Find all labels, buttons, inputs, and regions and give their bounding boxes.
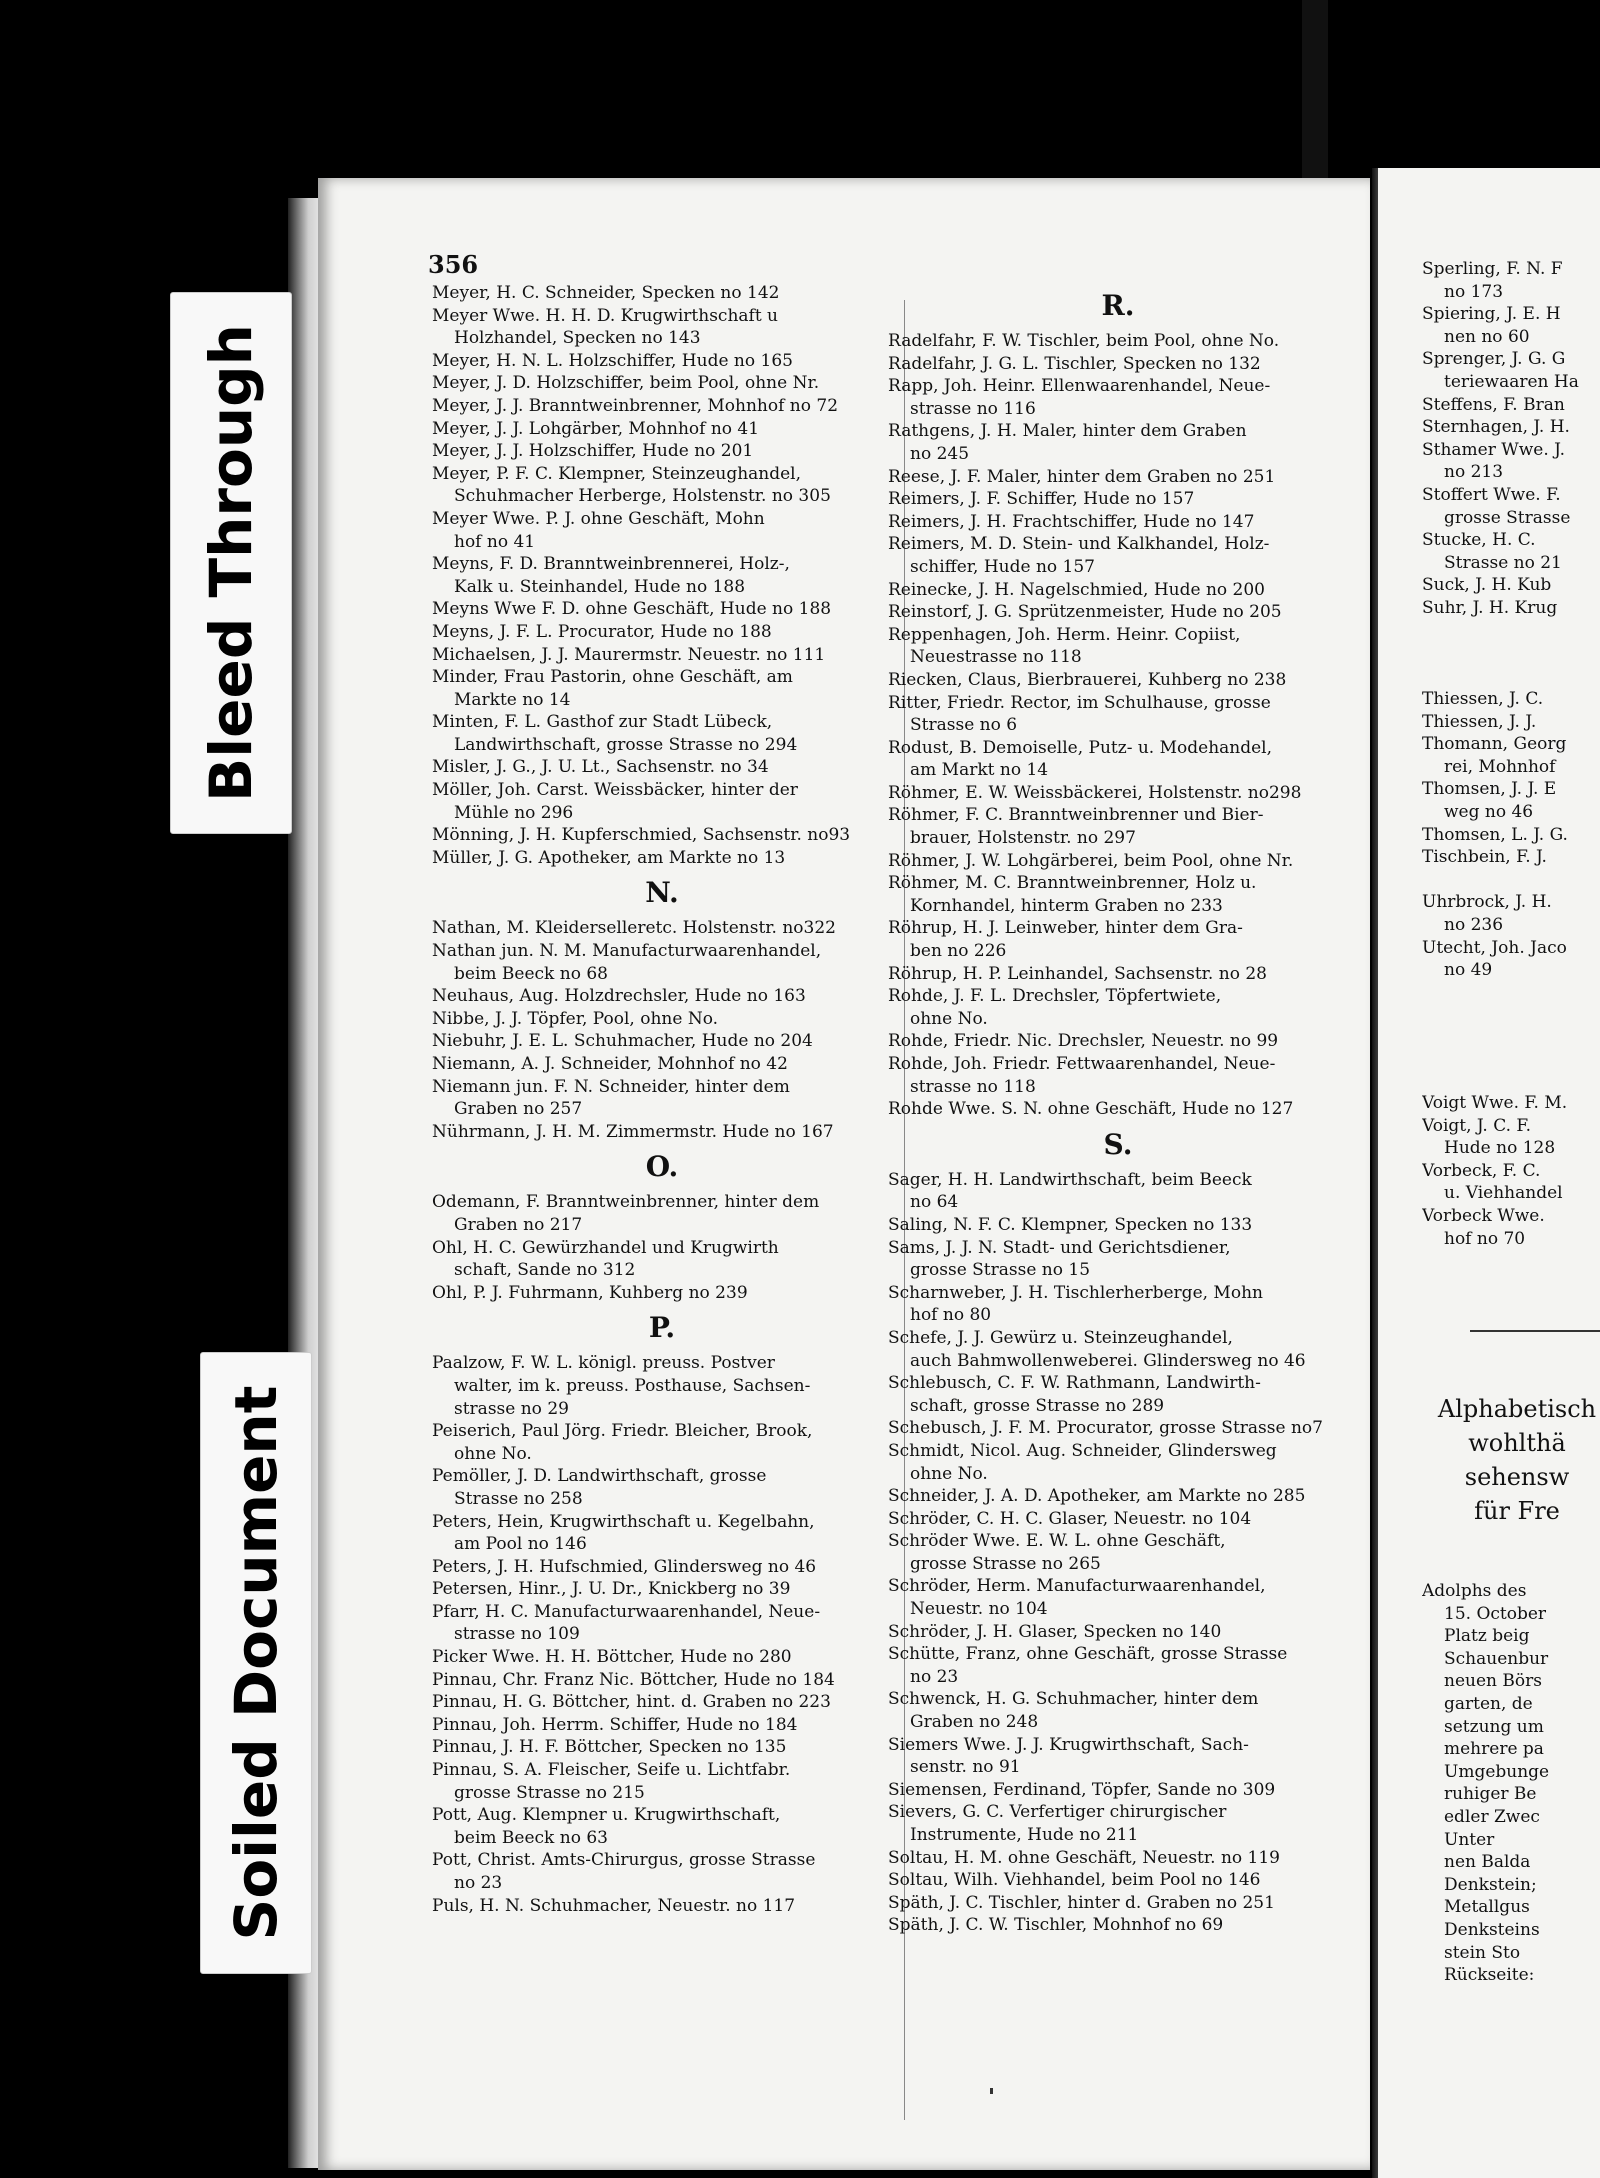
- directory-entry: nen no 60: [1444, 326, 1530, 347]
- directory-entry: Suck, J. H. Kub: [1422, 575, 1552, 596]
- directory-entry: Instrumente, Hude no 211: [910, 1825, 1139, 1845]
- directory-entry: setzung um: [1444, 1716, 1544, 1737]
- directory-entry: Röhrup, H. P. Leinhandel, Sachsenstr. no 28: [888, 963, 1267, 984]
- directory-entry: Strasse no 6: [910, 715, 1018, 736]
- directory-entry: Nibbe, J. J. Töpfer, Pool, ohne No.: [432, 1008, 719, 1029]
- right-heading: [1422, 1392, 1600, 1528]
- ink-mark: [990, 2088, 993, 2094]
- directory-entry: Soltau, Wilh. Viehhandel, beim Pool no 146: [888, 1870, 1261, 1891]
- section-heading-line: wohlthä: [1468, 1429, 1566, 1457]
- directory-entry: Röhmer, M. C. Branntweinbrenner, Holz u.: [888, 873, 1257, 894]
- section-rule: [1470, 1330, 1600, 1332]
- right-column-t-u: [1422, 688, 1600, 982]
- directory-entry: Vorbeck Wwe.: [1422, 1205, 1545, 1226]
- directory-entry: Rohde, Joh. Friedr. Fettwaarenhandel, Neue-: [888, 1054, 1276, 1074]
- directory-entry: ruhiger Be: [1444, 1784, 1537, 1805]
- directory-entry: Markte no 14: [454, 689, 571, 710]
- directory-entry: 15. October: [1444, 1603, 1547, 1624]
- directory-entry: walter, im k. preuss. Posthause, Sachsen-: [454, 1375, 811, 1396]
- directory-entry: Nathan, M. Kleiderselleretc. Holstenstr. no322: [432, 918, 836, 939]
- directory-entry: Schneider, J. A. D. Apotheker, am Markte no 285: [888, 1486, 1306, 1507]
- directory-entry: Meyer, H. C. Schneider, Specken no 142: [432, 283, 780, 303]
- directory-entry: Schebusch, J. F. M. Procurator, grosse Strasse no7: [888, 1418, 1323, 1439]
- directory-entry: grosse Strasse: [1444, 507, 1571, 528]
- directory-entry: Peters, Hein, Krugwirthschaft u. Kegelbahn,: [432, 1511, 815, 1532]
- directory-entry: Kornhandel, hinterm Graben no 233: [910, 895, 1223, 916]
- directory-entry: Schauenbur: [1444, 1648, 1549, 1669]
- directory-entry: Neuhaus, Aug. Holzdrechsler, Hude no 163: [432, 986, 806, 1007]
- directory-entry: neuen Börs: [1444, 1671, 1542, 1692]
- directory-entry: Denkstein;: [1444, 1874, 1537, 1895]
- directory-entry: schaft, grosse Strasse no 289: [910, 1395, 1165, 1416]
- directory-entry: Späth, J. C. Tischler, hinter d. Graben no 251: [888, 1892, 1275, 1913]
- directory-entry: ohne No.: [910, 1463, 988, 1484]
- directory-entry: auch Bahmwollenweberei. Glindersweg no 46: [910, 1350, 1306, 1371]
- directory-entry: Graben no 248: [910, 1712, 1039, 1733]
- directory-entry: Rohde Wwe. S. N. ohne Geschäft, Hude no 127: [888, 1099, 1294, 1120]
- directory-entry: Reimers, J. H. Frachtschiffer, Hude no 147: [888, 511, 1255, 532]
- directory-entry: Strasse no 21: [1444, 552, 1562, 573]
- directory-entry: Ritter, Friedr. Rector, im Schulhause, grosse: [888, 692, 1271, 713]
- directory-entry: Schröder, J. H. Glaser, Specken no 140: [888, 1621, 1222, 1642]
- directory-entry: hof no 80: [910, 1305, 992, 1326]
- directory-entry: ohne No.: [454, 1443, 532, 1464]
- directory-entry: no 23: [910, 1666, 959, 1687]
- directory-entry: Soltau, H. M. ohne Geschäft, Neuestr. no 119: [888, 1847, 1280, 1868]
- directory-entry: am Pool no 146: [454, 1534, 587, 1555]
- directory-entry: Meyer, P. F. C. Klempner, Steinzeughandel,: [432, 463, 802, 484]
- directory-entry: Rodust, B. Demoiselle, Putz- u. Modehandel,: [888, 737, 1273, 758]
- directory-entry: Schröder, C. H. C. Glaser, Neuestr. no 104: [888, 1508, 1252, 1529]
- section-heading-line: sehensw: [1464, 1463, 1570, 1491]
- directory-entry: Peiserich, Paul Jörg. Friedr. Bleicher, Brook,: [432, 1421, 813, 1442]
- directory-entry: Niemann, A. J. Schneider, Mohnhof no 42: [432, 1054, 788, 1074]
- directory-entry: Hude no 128: [1444, 1138, 1556, 1159]
- page-number: 356: [428, 250, 479, 279]
- directory-entry: Schuhmacher Herberge, Holstenstr. no 305: [454, 486, 831, 507]
- directory-entry: Michaelsen, J. J. Maurermstr. Neuestr. no 111: [432, 644, 826, 665]
- directory-entry: Minten, F. L. Gasthof zur Stadt Lübeck,: [432, 712, 773, 733]
- directory-entry: Niemann jun. F. N. Schneider, hinter dem: [432, 1076, 790, 1097]
- directory-entry: schiffer, Hude no 157: [910, 556, 1095, 577]
- section-letter: O.: [645, 1150, 679, 1184]
- directory-entry: Rohde, J. F. L. Drechsler, Töpfertwiete,: [888, 986, 1222, 1007]
- directory-entry: grosse Strasse no 15: [910, 1260, 1091, 1281]
- directory-entry: Voigt Wwe. F. M.: [1422, 1093, 1568, 1113]
- directory-entry: Pinnau, H. G. Böttcher, hint. d. Graben no 223: [432, 1692, 831, 1713]
- section-heading-line: für Fre: [1474, 1497, 1560, 1525]
- directory-entry: ben no 226: [910, 941, 1007, 962]
- right-column-text: [1422, 1580, 1600, 1987]
- section-letter: R.: [1101, 289, 1135, 322]
- directory-entry: senstr. no 91: [910, 1757, 1021, 1778]
- directory-entry: Graben no 257: [454, 1099, 583, 1120]
- middle-column: [888, 282, 1348, 1937]
- directory-entry: Steffens, F. Bran: [1422, 394, 1565, 415]
- directory-entry: no 173: [1444, 281, 1504, 302]
- section-heading-line: Alphabetisch: [1437, 1395, 1597, 1423]
- soiled-document-label-text: Soiled Document: [222, 1385, 290, 1941]
- directory-entry: Strasse no 258: [454, 1488, 583, 1509]
- directory-entry: Utecht, Joh. Jaco: [1422, 937, 1567, 958]
- directory-entry: Rückseite:: [1444, 1965, 1535, 1986]
- directory-entry: Reimers, J. F. Schiffer, Hude no 157: [888, 489, 1195, 510]
- directory-entry: Spiering, J. E. H: [1422, 304, 1561, 325]
- directory-entry: grosse Strasse no 215: [454, 1782, 645, 1803]
- directory-entry: Meyer, J. J. Holzschiffer, Hude no 201: [432, 441, 754, 462]
- directory-entry: Schlebusch, C. F. W. Rathmann, Landwirth-: [888, 1373, 1261, 1394]
- directory-entry: Minder, Frau Pastorin, ohne Geschäft, am: [432, 667, 793, 688]
- directory-entry: rei, Mohnhof: [1444, 756, 1556, 777]
- directory-entry: Pfarr, H. C. Manufacturwaarenhandel, Neue-: [432, 1601, 821, 1622]
- directory-entry: Umgebunge: [1444, 1761, 1550, 1782]
- directory-entry: Sager, H. H. Landwirthschaft, beim Beeck: [888, 1169, 1252, 1190]
- directory-entry: Puls, H. N. Schuhmacher, Neuestr. no 117: [432, 1895, 796, 1916]
- directory-entry: am Markt no 14: [910, 760, 1049, 781]
- directory-entry: Meyer, J. D. Holzschiffer, beim Pool, ohne Nr.: [432, 373, 820, 394]
- directory-entry: Neuestr. no 104: [910, 1599, 1048, 1620]
- directory-entry: Thiessen, J. J.: [1422, 711, 1537, 732]
- directory-entry: Röhmer, J. W. Lohgärberei, beim Pool, ohne Nr.: [888, 850, 1294, 871]
- right-column-v: [1422, 1092, 1600, 1250]
- directory-entry: Siemensen, Ferdinand, Töpfer, Sande no 309: [888, 1779, 1276, 1800]
- directory-entry: Schröder, Herm. Manufacturwaarenhandel,: [888, 1576, 1266, 1597]
- directory-entry: weg no 46: [1444, 801, 1534, 822]
- directory-entry: no 236: [1444, 914, 1504, 935]
- directory-entry: Peters, J. H. Hufschmied, Glindersweg no 46: [432, 1556, 817, 1577]
- section-letter: N.: [645, 876, 679, 910]
- directory-entry: Pinnau, Chr. Franz Nic. Böttcher, Hude no 184: [432, 1669, 835, 1690]
- directory-entry: hof no 70: [1444, 1228, 1526, 1249]
- directory-entry: Stoffert Wwe. F.: [1422, 484, 1561, 505]
- directory-entry: Schröder Wwe. E. W. L. ohne Geschäft,: [888, 1531, 1226, 1552]
- directory-entry: no 213: [1444, 462, 1504, 483]
- directory-entry: Meyer Wwe. H. H. D. Krugwirthschaft u: [432, 305, 779, 326]
- directory-entry: Sperling, F. N. F: [1422, 259, 1563, 279]
- directory-entry: [1422, 869, 1600, 892]
- directory-entry: Reimers, M. D. Stein- und Kalkhandel, Holz-: [888, 534, 1270, 555]
- directory-entry: brauer, Holstenstr. no 297: [910, 828, 1136, 849]
- directory-entry: Müller, J. G. Apotheker, am Markte no 13: [432, 847, 786, 868]
- directory-entry: Holzhandel, Specken no 143: [454, 328, 701, 349]
- directory-entry: Landwirthschaft, grosse Strasse no 294: [454, 734, 798, 755]
- directory-entry: Schmidt, Nicol. Aug. Schneider, Glindersweg: [888, 1440, 1277, 1461]
- bleed-through-label: [170, 292, 292, 834]
- bookmark-strip: [1302, 0, 1328, 180]
- section-letter: P.: [648, 1311, 676, 1345]
- directory-entry: Sievers, G. C. Verfertiger chirurgischer: [888, 1802, 1227, 1823]
- directory-entry: Picker Wwe. H. H. Böttcher, Hude no 280: [432, 1647, 792, 1668]
- directory-entry: Mönning, J. H. Kupferschmied, Sachsenstr. no93: [432, 825, 851, 846]
- directory-entry: grosse Strasse no 265: [910, 1553, 1101, 1574]
- directory-entry: Kalk u. Steinhandel, Hude no 188: [454, 576, 746, 597]
- directory-entry: strasse no 118: [910, 1076, 1036, 1097]
- directory-entry: Ohl, H. C. Gewürzhandel und Krugwirth: [432, 1237, 779, 1258]
- directory-entry: Denksteins: [1444, 1919, 1540, 1940]
- directory-entry: no 245: [910, 443, 970, 464]
- directory-entry: Tischbein, F. J.: [1422, 847, 1547, 868]
- directory-entry: Schwenck, H. G. Schuhmacher, hinter dem: [888, 1689, 1259, 1710]
- directory-entry: Platz beig: [1444, 1626, 1530, 1647]
- directory-entry: Saling, N. F. C. Klempner, Specken no 133: [888, 1214, 1253, 1235]
- directory-entry: Pinnau, Joh. Herrm. Schiffer, Hude no 184: [432, 1714, 798, 1735]
- directory-entry: Scharnweber, J. H. Tischlerherberge, Mohn: [888, 1282, 1263, 1303]
- directory-entry: strasse no 29: [454, 1398, 569, 1419]
- directory-entry: Röhmer, E. W. Weissbäckerei, Holstenstr. no298: [888, 782, 1302, 803]
- directory-entry: Stucke, H. C.: [1422, 530, 1536, 551]
- directory-entry: Röhrup, H. J. Leinweber, hinter dem Gra-: [888, 918, 1243, 939]
- directory-entry: Meyns Wwe F. D. ohne Geschäft, Hude no 188: [432, 599, 832, 620]
- directory-entry: Uhrbrock, J. H.: [1422, 892, 1552, 913]
- directory-entry: Pemöller, J. D. Landwirthschaft, grosse: [432, 1466, 767, 1487]
- directory-entry: mehrere pa: [1444, 1739, 1544, 1760]
- directory-entry: Paalzow, F. W. L. königl. preuss. Postver: [432, 1353, 775, 1374]
- directory-entry: Sprenger, J. G. G: [1422, 349, 1566, 370]
- directory-entry: hof no 41: [454, 531, 536, 552]
- directory-entry: beim Beeck no 63: [454, 1827, 608, 1848]
- directory-entry: strasse no 116: [910, 398, 1036, 419]
- directory-entry: beim Beeck no 68: [454, 963, 608, 984]
- directory-entry: no 49: [1444, 960, 1493, 981]
- directory-entry: Niebuhr, J. E. L. Schuhmacher, Hude no 204: [432, 1031, 813, 1052]
- directory-entry: Riecken, Claus, Bierbrauerei, Kuhberg no 238: [888, 669, 1287, 690]
- directory-entry: Radelfahr, J. G. L. Tischler, Specken no 132: [888, 353, 1261, 374]
- directory-entry: edler Zwec: [1444, 1806, 1540, 1827]
- directory-entry: Sthamer Wwe. J.: [1422, 439, 1566, 460]
- directory-entry: Meyns, J. F. L. Procurator, Hude no 188: [432, 621, 772, 642]
- directory-entry: Radelfahr, F. W. Tischler, beim Pool, ohne No.: [888, 331, 1280, 351]
- directory-entry: Thomsen, L. J. G.: [1422, 824, 1568, 845]
- directory-entry: Ohl, P. J. Fuhrmann, Kuhberg no 239: [432, 1282, 748, 1303]
- directory-entry: no 23: [454, 1873, 503, 1893]
- directory-entry: Meyer, H. N. L. Holzschiffer, Hude no 165: [432, 350, 793, 371]
- directory-entry: Späth, J. C. W. Tischler, Mohnhof no 69: [888, 1915, 1224, 1936]
- directory-entry: Reppenhagen, Joh. Herm. Heinr. Copiist,: [888, 624, 1241, 645]
- directory-entry: Sams, J. J. N. Stadt- und Gerichtsdiener,: [888, 1237, 1231, 1258]
- directory-entry: Sternhagen, J. H.: [1422, 417, 1570, 438]
- directory-entry: Pott, Christ. Amts-Chirurgus, grosse Strasse: [432, 1850, 816, 1871]
- directory-entry: u. Viehhandel: [1444, 1183, 1563, 1204]
- directory-entry: Pinnau, J. H. F. Böttcher, Specken no 135: [432, 1737, 787, 1758]
- directory-entry: Unter: [1444, 1829, 1495, 1850]
- directory-entry: Petersen, Hinr., J. U. Dr., Knickberg no 39: [432, 1579, 791, 1600]
- soiled-document-label: [200, 1352, 312, 1974]
- directory-entry: Nührmann, J. H. M. Zimmermstr. Hude no 167: [432, 1121, 834, 1142]
- directory-entry: Voigt, J. C. F.: [1422, 1115, 1531, 1136]
- directory-entry: strasse no 109: [454, 1624, 580, 1645]
- directory-entry: Nathan jun. N. M. Manufacturwaarenhandel,: [432, 941, 822, 962]
- directory-entry: Pinnau, S. A. Fleischer, Seife u. Lichtfabr.: [432, 1760, 791, 1781]
- directory-entry: ohne No.: [910, 1008, 988, 1029]
- directory-entry: Schütte, Franz, ohne Geschäft, grosse Strasse: [888, 1644, 1288, 1665]
- directory-entry: Meyns, F. D. Branntweinbrennerei, Holz-,: [432, 554, 790, 575]
- directory-entry: Reese, J. F. Maler, hinter dem Graben no 251: [888, 466, 1276, 487]
- directory-entry: nen Balda: [1444, 1852, 1531, 1873]
- directory-entry: Rathgens, J. H. Maler, hinter dem Graben: [888, 421, 1247, 442]
- directory-entry: Pott, Aug. Klempner u. Krugwirthschaft,: [432, 1805, 781, 1826]
- directory-entry: Odemann, F. Branntweinbrenner, hinter dem: [432, 1192, 820, 1213]
- directory-entry: Röhmer, F. C. Branntweinbrenner und Bier-: [888, 805, 1264, 826]
- directory-entry: Reinstorf, J. G. Sprützenmeister, Hude no 205: [888, 602, 1282, 623]
- section-letter: S.: [1103, 1127, 1133, 1161]
- directory-entry: Meyer, J. J. Lohgärber, Mohnhof no 41: [432, 418, 760, 439]
- directory-entry: Mühle no 296: [454, 802, 574, 823]
- bleed-through-label-text: Bleed Through: [197, 324, 265, 802]
- directory-entry: schaft, Sande no 312: [454, 1260, 636, 1281]
- right-column-s: [1422, 258, 1600, 620]
- directory-entry: Thomsen, J. J. E: [1422, 779, 1557, 800]
- directory-entry: no 64: [910, 1192, 959, 1213]
- directory-entry: Neuestrasse no 118: [910, 647, 1082, 668]
- directory-entry: Möller, Joh. Carst. Weissbäcker, hinter der: [432, 780, 798, 801]
- directory-entry: Meyer, J. J. Branntweinbrenner, Mohnhof no 72: [432, 395, 839, 416]
- directory-entry: Meyer Wwe. P. J. ohne Geschäft, Mohn: [432, 508, 765, 529]
- directory-entry: Vorbeck, F. C.: [1422, 1160, 1541, 1181]
- directory-entry: Schefe, J. J. Gewürz u. Steinzeughandel,: [888, 1327, 1233, 1348]
- directory-entry: Thomann, Georg: [1422, 734, 1567, 755]
- left-column: [432, 282, 892, 1917]
- directory-entry: garten, de: [1444, 1693, 1533, 1714]
- directory-entry: teriewaaren Ha: [1444, 371, 1579, 392]
- directory-entry: Rapp, Joh. Heinr. Ellenwaarenhandel, Neue-: [888, 376, 1271, 397]
- directory-entry: Adolphs des: [1422, 1581, 1527, 1601]
- directory-entry: Thiessen, J. C.: [1422, 689, 1544, 709]
- directory-entry: Reinecke, J. H. Nagelschmied, Hude no 200: [888, 579, 1265, 600]
- directory-entry: Graben no 217: [454, 1214, 583, 1235]
- directory-entry: Suhr, J. H. Krug: [1422, 597, 1558, 618]
- directory-entry: Misler, J. G., J. U. Lt., Sachsenstr. no 34: [432, 757, 769, 778]
- directory-entry: Siemers Wwe. J. J. Krugwirthschaft, Sach-: [888, 1734, 1249, 1755]
- directory-entry: stein Sto: [1444, 1942, 1521, 1963]
- directory-entry: Rohde, Friedr. Nic. Drechsler, Neuestr. no 99: [888, 1031, 1279, 1052]
- directory-entry: Metallgus: [1444, 1897, 1530, 1918]
